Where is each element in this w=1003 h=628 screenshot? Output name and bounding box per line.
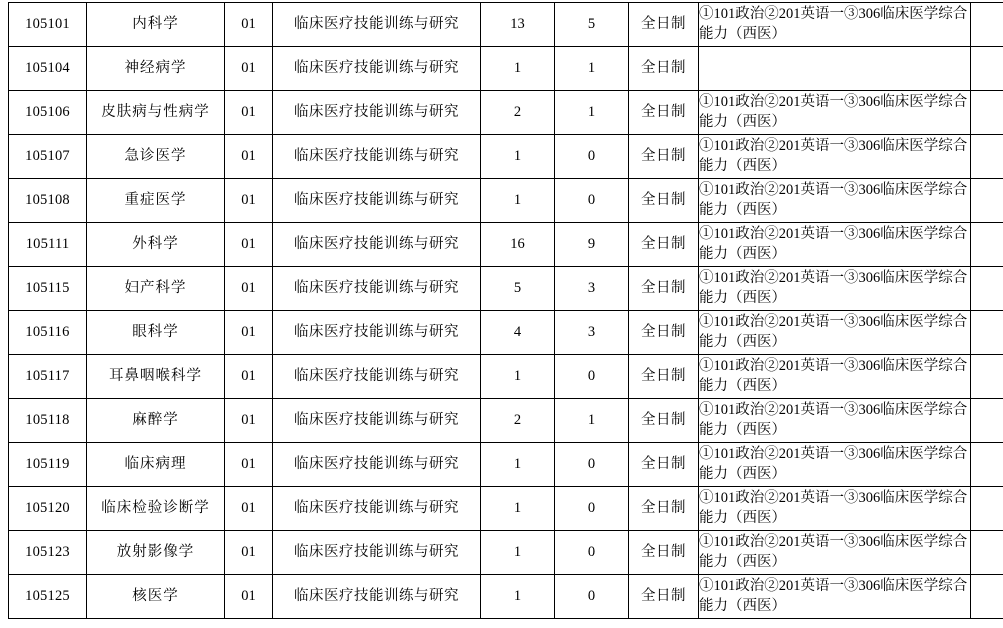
- cell-major-name: 急诊医学: [87, 135, 225, 179]
- table-row: [9, 179, 1003, 223]
- cell-note: [971, 399, 1003, 443]
- cell-direction-name: 临床医疗技能训练与研究: [273, 47, 481, 91]
- document-page: [0, 2, 1003, 628]
- cell-exam-subjects: ①101政治②201英语一③306临床医学综合能力（西医）: [699, 179, 971, 223]
- table-row: [9, 267, 1003, 311]
- cell-recommended-count: 1: [555, 91, 629, 135]
- cell-direction-code: 01: [225, 91, 273, 135]
- cell-study-mode: 全日制: [629, 267, 699, 311]
- cell-note: [971, 47, 1003, 91]
- table-row: [9, 575, 1003, 619]
- cell-exam-subjects: ①101政治②201英语一③306临床医学综合能力（西医）: [699, 91, 971, 135]
- table-row: [9, 355, 1003, 399]
- cell-planned-count: 1: [481, 443, 555, 487]
- cell-note: [971, 3, 1003, 47]
- cell-direction-name: 临床医疗技能训练与研究: [273, 443, 481, 487]
- cell-exam-subjects: ①101政治②201英语一③306临床医学综合能力（西医）: [699, 575, 971, 619]
- cell-direction-name: 临床医疗技能训练与研究: [273, 135, 481, 179]
- cell-major-code: 105111: [9, 223, 87, 267]
- cell-planned-count: 1: [481, 487, 555, 531]
- cell-major-code: 105107: [9, 135, 87, 179]
- cell-direction-code: 01: [225, 399, 273, 443]
- table-row: [9, 223, 1003, 267]
- cell-major-name: 外科学: [87, 223, 225, 267]
- cell-major-name: 皮肤病与性病学: [87, 91, 225, 135]
- table-row: [9, 135, 1003, 179]
- cell-note: [971, 575, 1003, 619]
- cell-direction-code: 01: [225, 531, 273, 575]
- cell-recommended-count: 1: [555, 399, 629, 443]
- cell-major-name: 临床检验诊断学: [87, 487, 225, 531]
- cell-direction-code: 01: [225, 3, 273, 47]
- cell-major-name: 眼科学: [87, 311, 225, 355]
- cell-recommended-count: 0: [555, 355, 629, 399]
- cell-major-name: 耳鼻咽喉科学: [87, 355, 225, 399]
- cell-recommended-count: 3: [555, 311, 629, 355]
- cell-direction-name: 临床医疗技能训练与研究: [273, 91, 481, 135]
- cell-exam-subjects: ①101政治②201英语一③306临床医学综合能力（西医）: [699, 443, 971, 487]
- cell-major-name: 妇产科学: [87, 267, 225, 311]
- cell-planned-count: 1: [481, 575, 555, 619]
- cell-direction-name: 临床医疗技能训练与研究: [273, 575, 481, 619]
- cell-major-code: 105118: [9, 399, 87, 443]
- cell-study-mode: 全日制: [629, 487, 699, 531]
- cell-direction-code: 01: [225, 355, 273, 399]
- cell-study-mode: 全日制: [629, 135, 699, 179]
- cell-direction-name: 临床医疗技能训练与研究: [273, 179, 481, 223]
- cell-direction-code: 01: [225, 135, 273, 179]
- table-row: [9, 311, 1003, 355]
- cell-exam-subjects: ①101政治②201英语一③306临床医学综合能力（西医）: [699, 531, 971, 575]
- cell-planned-count: 16: [481, 223, 555, 267]
- cell-note: [971, 223, 1003, 267]
- table-body: [9, 3, 1003, 619]
- cell-recommended-count: 9: [555, 223, 629, 267]
- cell-major-code: 105116: [9, 311, 87, 355]
- cell-major-name: 神经病学: [87, 47, 225, 91]
- cell-recommended-count: 3: [555, 267, 629, 311]
- table-row: [9, 3, 1003, 47]
- cell-exam-subjects: ①101政治②201英语一③306临床医学综合能力（西医）: [699, 355, 971, 399]
- cell-recommended-count: 5: [555, 3, 629, 47]
- cell-planned-count: 4: [481, 311, 555, 355]
- cell-study-mode: 全日制: [629, 47, 699, 91]
- table-row: [9, 47, 1003, 91]
- cell-study-mode: 全日制: [629, 531, 699, 575]
- cell-direction-name: 临床医疗技能训练与研究: [273, 3, 481, 47]
- cell-direction-name: 临床医疗技能训练与研究: [273, 399, 481, 443]
- cell-direction-code: 01: [225, 487, 273, 531]
- cell-major-name: 核医学: [87, 575, 225, 619]
- cell-note: [971, 179, 1003, 223]
- table-row: [9, 487, 1003, 531]
- cell-exam-subjects: ①101政治②201英语一③306临床医学综合能力（西医）: [699, 135, 971, 179]
- table-row: [9, 91, 1003, 135]
- cell-major-code: 105123: [9, 531, 87, 575]
- cell-major-name: 临床病理: [87, 443, 225, 487]
- cell-recommended-count: 0: [555, 179, 629, 223]
- cell-direction-name: 临床医疗技能训练与研究: [273, 355, 481, 399]
- cell-direction-name: 临床医疗技能训练与研究: [273, 267, 481, 311]
- cell-study-mode: 全日制: [629, 179, 699, 223]
- cell-exam-subjects: ①101政治②201英语一③306临床医学综合能力（西医）: [699, 399, 971, 443]
- cell-note: [971, 91, 1003, 135]
- cell-major-code: 105115: [9, 267, 87, 311]
- cell-direction-name: 临床医疗技能训练与研究: [273, 531, 481, 575]
- cell-exam-subjects: ①101政治②201英语一③306临床医学综合能力（西医）: [699, 311, 971, 355]
- cell-exam-subjects: ①101政治②201英语一③306临床医学综合能力（西医）: [699, 223, 971, 267]
- cell-major-code: 105106: [9, 91, 87, 135]
- cell-planned-count: 13: [481, 3, 555, 47]
- cell-planned-count: 1: [481, 135, 555, 179]
- cell-note: [971, 355, 1003, 399]
- cell-study-mode: 全日制: [629, 575, 699, 619]
- cell-direction-code: 01: [225, 47, 273, 91]
- cell-major-code: 105101: [9, 3, 87, 47]
- cell-note: [971, 531, 1003, 575]
- cell-major-code: 105108: [9, 179, 87, 223]
- cell-study-mode: 全日制: [629, 443, 699, 487]
- cell-major-code: 105104: [9, 47, 87, 91]
- cell-recommended-count: 0: [555, 487, 629, 531]
- cell-direction-name: 临床医疗技能训练与研究: [273, 311, 481, 355]
- cell-direction-code: 01: [225, 311, 273, 355]
- cell-exam-subjects: ①101政治②201英语一③306临床医学综合能力（西医）: [699, 487, 971, 531]
- cell-recommended-count: 0: [555, 575, 629, 619]
- cell-direction-code: 01: [225, 223, 273, 267]
- cell-major-name: 内科学: [87, 3, 225, 47]
- cell-recommended-count: 1: [555, 47, 629, 91]
- cell-note: [971, 311, 1003, 355]
- table-row: [9, 531, 1003, 575]
- cell-direction-code: 01: [225, 267, 273, 311]
- cell-note: [971, 443, 1003, 487]
- cell-planned-count: 2: [481, 91, 555, 135]
- cell-direction-code: 01: [225, 443, 273, 487]
- cell-planned-count: 1: [481, 531, 555, 575]
- cell-major-code: 105125: [9, 575, 87, 619]
- cell-exam-subjects: ①101政治②201英语一③306临床医学综合能力（西医）: [699, 3, 971, 47]
- cell-direction-name: 临床医疗技能训练与研究: [273, 223, 481, 267]
- cell-direction-code: 01: [225, 179, 273, 223]
- cell-note: [971, 487, 1003, 531]
- cell-planned-count: 1: [481, 47, 555, 91]
- cell-study-mode: 全日制: [629, 3, 699, 47]
- table-row: [9, 399, 1003, 443]
- cell-study-mode: 全日制: [629, 355, 699, 399]
- cell-recommended-count: 0: [555, 443, 629, 487]
- cell-study-mode: 全日制: [629, 399, 699, 443]
- cell-exam-subjects: ①101政治②201英语一③306临床医学综合能力（西医）: [699, 267, 971, 311]
- cell-planned-count: 2: [481, 399, 555, 443]
- cell-major-code: 105117: [9, 355, 87, 399]
- cell-major-code: 105120: [9, 487, 87, 531]
- cell-study-mode: 全日制: [629, 223, 699, 267]
- table-row: [9, 443, 1003, 487]
- cell-note: [971, 135, 1003, 179]
- cell-major-code: 105119: [9, 443, 87, 487]
- cell-planned-count: 1: [481, 179, 555, 223]
- cell-major-name: 放射影像学: [87, 531, 225, 575]
- cell-planned-count: 1: [481, 355, 555, 399]
- cell-study-mode: 全日制: [629, 311, 699, 355]
- cell-planned-count: 5: [481, 267, 555, 311]
- cell-major-name: 麻醉学: [87, 399, 225, 443]
- cell-major-name: 重症医学: [87, 179, 225, 223]
- cell-direction-name: 临床医疗技能训练与研究: [273, 487, 481, 531]
- cell-recommended-count: 0: [555, 135, 629, 179]
- cell-recommended-count: 0: [555, 531, 629, 575]
- cell-note: [971, 267, 1003, 311]
- cell-direction-code: 01: [225, 575, 273, 619]
- cell-study-mode: 全日制: [629, 91, 699, 135]
- admissions-table: [8, 2, 1003, 619]
- cell-exam-subjects: [699, 47, 971, 91]
